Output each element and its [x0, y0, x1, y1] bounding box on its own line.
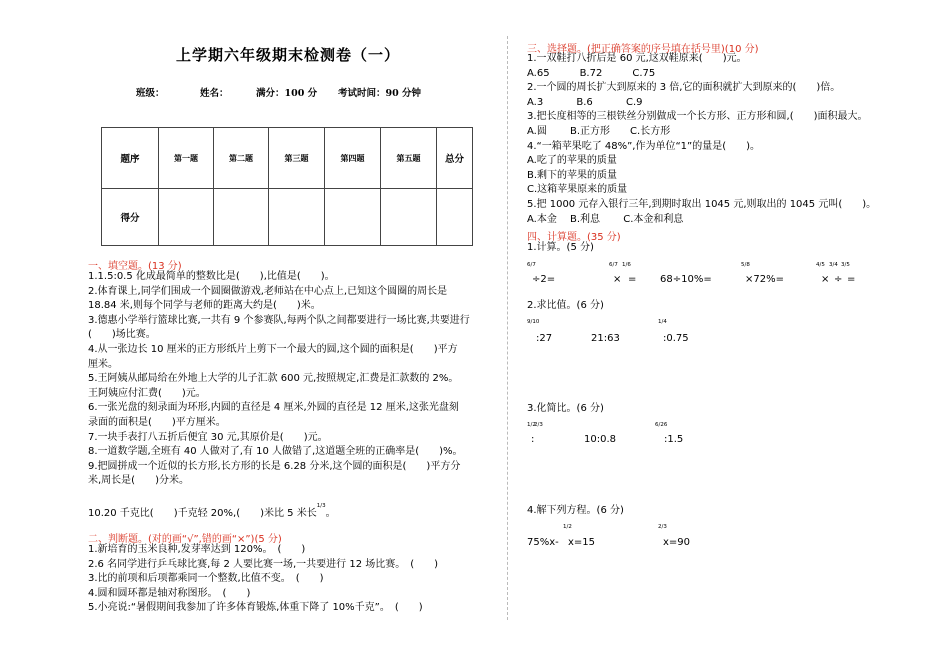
fill-line: 6.一张光盘的刻录面为环形,内圆的直径是 4 厘米,外圆的直径是 12 厘米,这张光盘刻: [88, 402, 459, 414]
score-header-cell: 第四题: [325, 128, 381, 189]
judge-line: 2.6 名同学进行乒乓球比赛,每 2 人要比赛一场,一共要进行 12 场比赛。 ( ): [88, 558, 439, 570]
calc-expr: 68÷10%=: [660, 274, 712, 285]
judge-line: 5.小亮说:“暑假期间我参加了许多体育锻炼,体重下降了 10%千克”。 ( ): [88, 602, 423, 614]
ratio-expr: :0.75: [663, 333, 689, 344]
ratio-expr: :27: [536, 333, 553, 344]
fill-line-10-text: 10.20 千克比( )千克轻 20%,( )米比 5 米长: [88, 508, 317, 519]
equation-expr: 75%x-: [527, 537, 559, 548]
choice-line: B.剩下的苹果的质量: [527, 169, 618, 181]
fraction: 3/4: [829, 262, 838, 268]
fill-line: 18.84 米,则每个同学与老师的距离大约是( )米。: [88, 300, 321, 312]
section1-list: [88, 270, 470, 489]
fraction: 1/3: [316, 503, 326, 509]
name-label: 姓名：: [200, 88, 229, 99]
score-cell[interactable]: [437, 189, 473, 246]
judge-line: 4.圆和圆环都是轴对称图形。 ( ): [88, 587, 251, 599]
calc-expr: =: [628, 274, 637, 285]
choice-line: 2.一个圆的周长扩大到原来的 3 倍,它的面积就扩大到原来的( )倍。: [527, 82, 841, 94]
section2-list: [88, 543, 438, 616]
fraction: 6/26: [655, 422, 668, 428]
choice-line: 3.把长度相等的三根铁丝分别做成一个长方形、正方形和圆,( )面积最大。: [527, 111, 868, 123]
choice-line: A.65 B.72 C.75: [527, 67, 656, 79]
fraction: 2/3: [534, 422, 543, 428]
fill-line: 米,周长是( )分米。: [88, 475, 189, 487]
fill-line-10-end: 。: [325, 508, 336, 519]
simplify-expr: 10:0.8: [584, 434, 616, 445]
fill-line: 8.一道数学题,全班有 40 人做对了,有 10 人做错了,这道题全班的正确率是( )%。: [88, 446, 463, 458]
simplify-question: 3.化简比。(6 分): [527, 403, 604, 414]
choice-line: A.吃了的苹果的质量: [527, 155, 617, 167]
score-header-cell: 第二题: [214, 128, 269, 189]
score-header-cell: 第三题: [269, 128, 325, 189]
score-header-cell: 总分: [437, 128, 473, 189]
score-table: [101, 127, 473, 246]
judge-line: 3.比的前项和后项都乘同一个整数,比值不变。 ( ): [88, 573, 324, 585]
calc-expr: ×: [821, 274, 830, 285]
fill-line: 5.王阿姨从邮局给在外地上大学的儿子汇款 600 元,按照规定,汇费是汇款数的 2%。: [88, 373, 459, 385]
page-title: 上学期六年级期末检测卷（一）: [176, 46, 401, 64]
fill-line: 9.把圆拼成一个近似的长方形,长方形的长是 6.28 分米,这个圆的面积是( )平方分: [88, 460, 461, 472]
equation-expr: x=15: [568, 537, 596, 548]
fill-line: 4.从一张边长 10 厘米的正方形纸片上剪下一个最大的圆,这个圆的面积是( )平方: [88, 343, 458, 355]
simplify-expr: :: [531, 434, 535, 445]
choice-line: A.圆 B.正方形 C.长方形: [527, 125, 671, 137]
fraction: 6/7: [609, 262, 618, 268]
fill-line: 厘米。: [88, 358, 118, 370]
equation-expr: x=90: [663, 537, 691, 548]
fill-line: ( )场比赛。: [88, 329, 156, 341]
score-cell[interactable]: [269, 189, 325, 246]
full-score-label: 满分：100 分: [256, 88, 318, 99]
choice-line: A.3 B.6 C.9: [527, 96, 643, 108]
score-cell[interactable]: [381, 189, 437, 246]
fraction: 5/8: [741, 262, 750, 268]
fraction: 1/2: [563, 524, 572, 530]
simplify-expr: :1.5: [664, 434, 684, 445]
choice-line: 1.一双鞋打八折后是 60 元,这双鞋原来( )元。: [527, 53, 747, 64]
exam-time-label: 考试时间：90 分钟: [338, 88, 422, 99]
fraction: 2/3: [658, 524, 667, 530]
calc-expr: ×: [613, 274, 622, 285]
fill-line-10: [88, 503, 336, 522]
section2-heading: 二、判断题。(对的画“√”,错的画“×”)(5 分): [88, 534, 282, 545]
column-divider: [507, 36, 508, 620]
fill-line: 3.德惠小学举行篮球比赛,一共有 9 个参赛队,每两个队之间都要进行一场比赛,共要进行: [88, 314, 470, 326]
section3-heading: 三、选择题。(把正确答案的序号填在括号里)(10 分): [527, 44, 759, 55]
score-cell[interactable]: [159, 189, 214, 246]
choice-line: C.这箱苹果原来的质量: [527, 184, 628, 196]
ratio-question: 2.求比值。(6 分): [527, 300, 604, 311]
fill-line: 1.1.5:0.5 化成最简单的整数比是( ),比值是( )。: [88, 271, 335, 282]
calc-expr: ×72%=: [745, 274, 784, 285]
fill-line: 7.一块手表打八五折后便宜 30 元,其原价是( )元。: [88, 431, 328, 443]
equation-question: 4.解下列方程。(6 分): [527, 505, 624, 516]
fill-line: 录面的面积是( )平方厘米。: [88, 416, 226, 428]
fraction: 1/4: [658, 319, 667, 325]
fraction: 1/2: [527, 422, 536, 428]
fraction: 3/5: [841, 262, 850, 268]
calc-expr: ÷: [834, 274, 843, 285]
section3-list: [527, 52, 876, 227]
judge-line: 1.新培育的玉米良种,发芽率达到 120%。 ( ): [88, 544, 306, 555]
score-cell[interactable]: [214, 189, 269, 246]
class-label: 班级：: [136, 88, 165, 99]
score-header-cell: 第一题: [159, 128, 214, 189]
calc-expr: =: [847, 274, 856, 285]
choice-line: A.本金 B.利息 C.本金和利息: [527, 213, 684, 225]
calc-expr: ÷2=: [532, 274, 556, 285]
choice-line: 4.“一箱苹果吃了 48%”,作为单位“1”的量是( )。: [527, 140, 761, 152]
section1-heading: 一、填空题。(13 分): [88, 261, 182, 272]
fraction: 1/6: [622, 262, 631, 268]
fraction: 9/10: [527, 319, 540, 325]
section4-heading: 四、计算题。(35 分): [527, 232, 621, 243]
fill-line: 王阿姨应付汇费( )元。: [88, 387, 206, 399]
score-cell[interactable]: [325, 189, 381, 246]
score-row-label: 得分: [102, 189, 159, 246]
score-header-cell: 第五题: [381, 128, 437, 189]
calc-question: 1.计算。(5 分): [527, 242, 594, 253]
score-header-cell: 题序: [102, 128, 159, 189]
ratio-expr: 21:63: [591, 333, 620, 344]
choice-line: 5.把 1000 元存入银行三年,到期时取出 1045 元,则取出的 1045 元叫( )。: [527, 198, 877, 210]
fraction: 6/7: [527, 262, 536, 268]
fill-line: 2.体育课上,同学们围成一个圆圈做游戏,老师站在中心点上,已知这个圆圈的周长是: [88, 285, 448, 297]
fraction: 4/5: [816, 262, 825, 268]
